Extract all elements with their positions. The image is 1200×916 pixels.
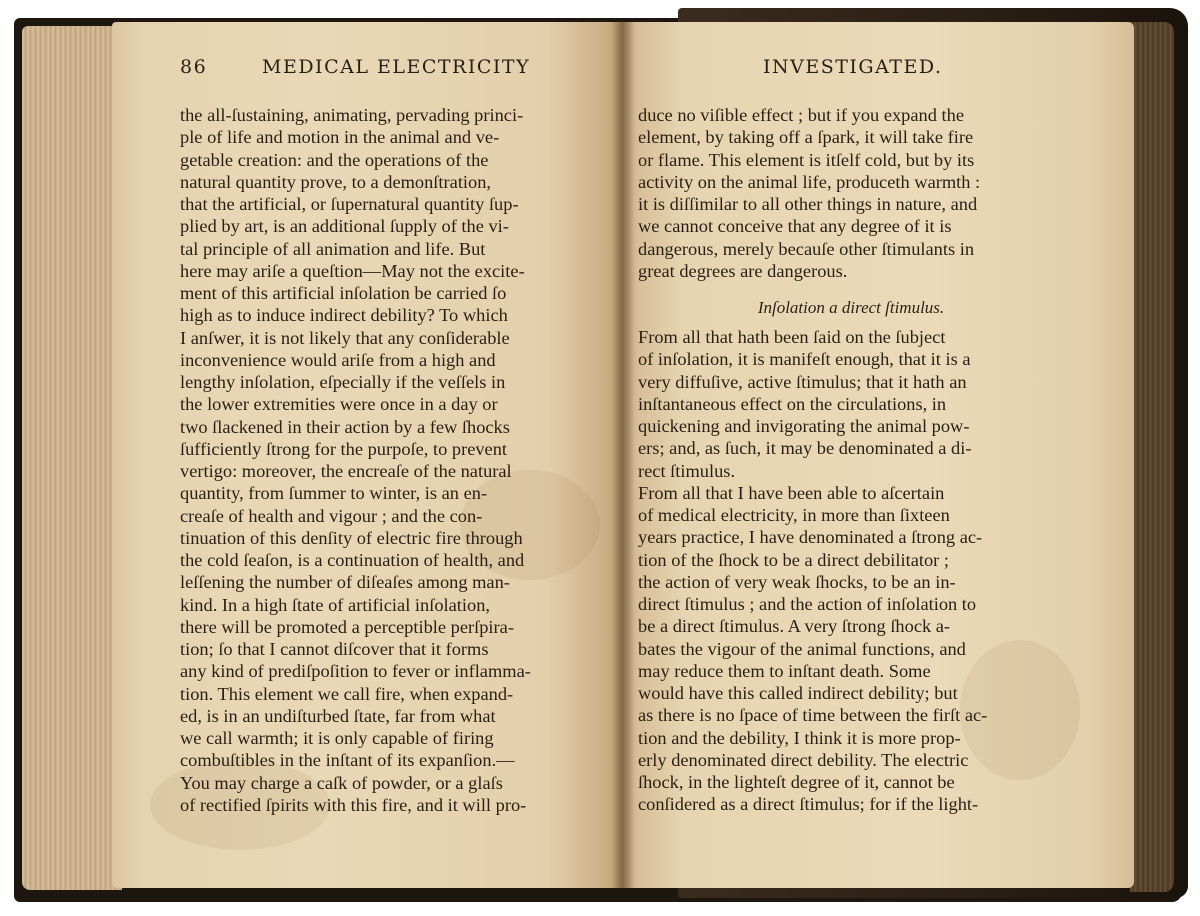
text-line: would have this called indirect debility; but <box>638 683 958 703</box>
text-line: there will be promoted a perceptible perſpira- <box>180 616 514 637</box>
text-line: From all that I have been able to aſcertain <box>638 482 945 503</box>
text-line: ers; and, as ſuch, it may be denominated a di- <box>638 438 972 459</box>
text-line: tinuation of this denſity of electric fire through <box>180 527 523 548</box>
text-line: From all that hath been ſaid on the ſubject <box>638 327 946 347</box>
text-line: erly denominated direct debility. The electric <box>638 749 969 770</box>
text-line: quantity, from ſummer to winter, is an en- <box>180 483 488 504</box>
text-line: ment of this artificial inſolation be carried ſo <box>180 283 507 303</box>
text-line: inconvenience would ariſe from a high and <box>180 349 496 370</box>
text-line: combuſtibles in the inſtant of its expanſion.— <box>180 750 515 771</box>
text-line: we cannot conceive that any degree of it is <box>638 216 952 237</box>
text-line: ed, is in an undiſturbed ſtate, far from what <box>180 705 496 726</box>
text-line: I anſwer, it is not likely that any conſiderable <box>180 327 510 348</box>
book-gutter <box>612 22 634 888</box>
text-line: that the artificial, or ſupernatural quantity ſup- <box>180 194 519 214</box>
text-line: high as to induce indirect debility? To which <box>180 305 508 326</box>
text-line: inſtantaneous effect on the circulations, in <box>638 393 947 414</box>
text-line: of inſolation, it is manifeſt enough, that it is a <box>638 349 971 370</box>
section-heading: Inſolation a direct ſtimulus. <box>757 298 945 317</box>
text-line: creaſe of health and vigour ; and the con- <box>180 505 483 526</box>
text-line: be a direct ſtimulus. A very ſtrong ſhock a- <box>638 616 951 637</box>
text-line: tion and the debility, I think it is more prop- <box>638 727 961 748</box>
text-line: tion of the ſhock to be a direct debilitator ; <box>638 549 950 570</box>
text-line: it is diſſimilar to all other things in nature, and <box>638 194 978 214</box>
text-line: ſhock, in the lighteſt degree of it, cannot be <box>638 772 955 792</box>
running-head-right: INVESTIGATED. <box>763 56 943 78</box>
text-line: very diffuſive, active ſtimulus; that it hath an <box>638 371 967 392</box>
text-line: years practice, I have denominated a ſtrong ac- <box>638 527 983 548</box>
text-line: we call warmth; it is only capable of firing <box>180 728 494 748</box>
text-line: leſſening the number of diſeaſes among man- <box>180 572 510 593</box>
text-line: ſufficiently ſtrong for the purpoſe, to prevent <box>180 438 508 459</box>
text-line: natural quantity prove, to a demonſtration, <box>180 171 492 192</box>
text-line: conſidered as a direct ſtimulus; for if the light- <box>638 794 979 815</box>
text-line: dangerous, merely becauſe other ſtimulants in <box>638 238 975 259</box>
text-line: of medical electricity, in more than ſixteen <box>638 505 950 525</box>
right-page-text-top <box>638 104 1064 282</box>
text-line: plied by art, is an additional ſupply of the vi- <box>180 216 509 237</box>
right-page-text-bottom <box>638 326 1064 816</box>
page-number: 86 <box>180 56 208 78</box>
left-page-text <box>180 104 610 816</box>
text-line: of rectified ſpirits with this fire, and it will pro- <box>180 794 527 815</box>
text-line: the all-ſustaining, animating, pervading princi- <box>180 105 524 125</box>
running-head-left: MEDICAL ELECTRICITY <box>262 56 531 78</box>
right-page-edges <box>1130 22 1174 892</box>
text-line: tion. This element we call fire, when expand- <box>180 683 514 704</box>
text-line: kind. In a high ſtate of artificial inſolation, <box>180 594 491 615</box>
left-page-edges <box>22 26 122 890</box>
text-line: rect ſtimulus. <box>638 460 736 481</box>
text-line: element, by taking off a ſpark, it will take fire <box>638 127 974 148</box>
text-line: or flame. This element is itſelf cold, but by its <box>638 149 975 170</box>
text-line: direct ſtimulus ; and the action of inſolation to <box>638 594 977 614</box>
text-line: any kind of prediſpoſition to fever or inflamma- <box>180 661 531 682</box>
text-line: here may ariſe a queſtion—May not the excite- <box>180 260 525 281</box>
text-line: bates the vigour of the animal functions, and <box>638 638 966 659</box>
text-line: duce no viſible effect ; but if you expand the <box>638 105 964 125</box>
text-line: may reduce them to inſtant death. Some <box>638 660 931 681</box>
text-line: two ſlackened in their action by a few ſhocks <box>180 416 510 437</box>
text-line: the action of very weak ſhocks, to be an in- <box>638 571 956 592</box>
text-line: tal principle of all animation and life. But <box>180 238 486 259</box>
text-line: getable creation: and the operations of the <box>180 149 489 170</box>
text-line: vertigo: moreover, the encreaſe of the natural <box>180 461 512 481</box>
text-line: the cold ſeaſon, is a continuation of health, and <box>180 550 525 570</box>
text-line: lengthy inſolation, eſpecially if the veſſels in <box>180 372 506 392</box>
text-line: as there is no ſpace of time between the firſt ac- <box>638 705 988 726</box>
text-line: ple of life and motion in the animal and ve- <box>180 127 500 148</box>
text-line: You may charge a caſk of powder, or a glaſs <box>180 772 503 793</box>
text-line: quickening and invigorating the animal pow- <box>638 416 970 436</box>
text-line: activity on the animal life, produceth warmth : <box>638 171 981 192</box>
text-line: tion; ſo that I cannot diſcover that it forms <box>180 639 489 659</box>
text-line: great degrees are dangerous. <box>638 260 848 281</box>
text-line: the lower extremities were once in a day or <box>180 394 498 415</box>
